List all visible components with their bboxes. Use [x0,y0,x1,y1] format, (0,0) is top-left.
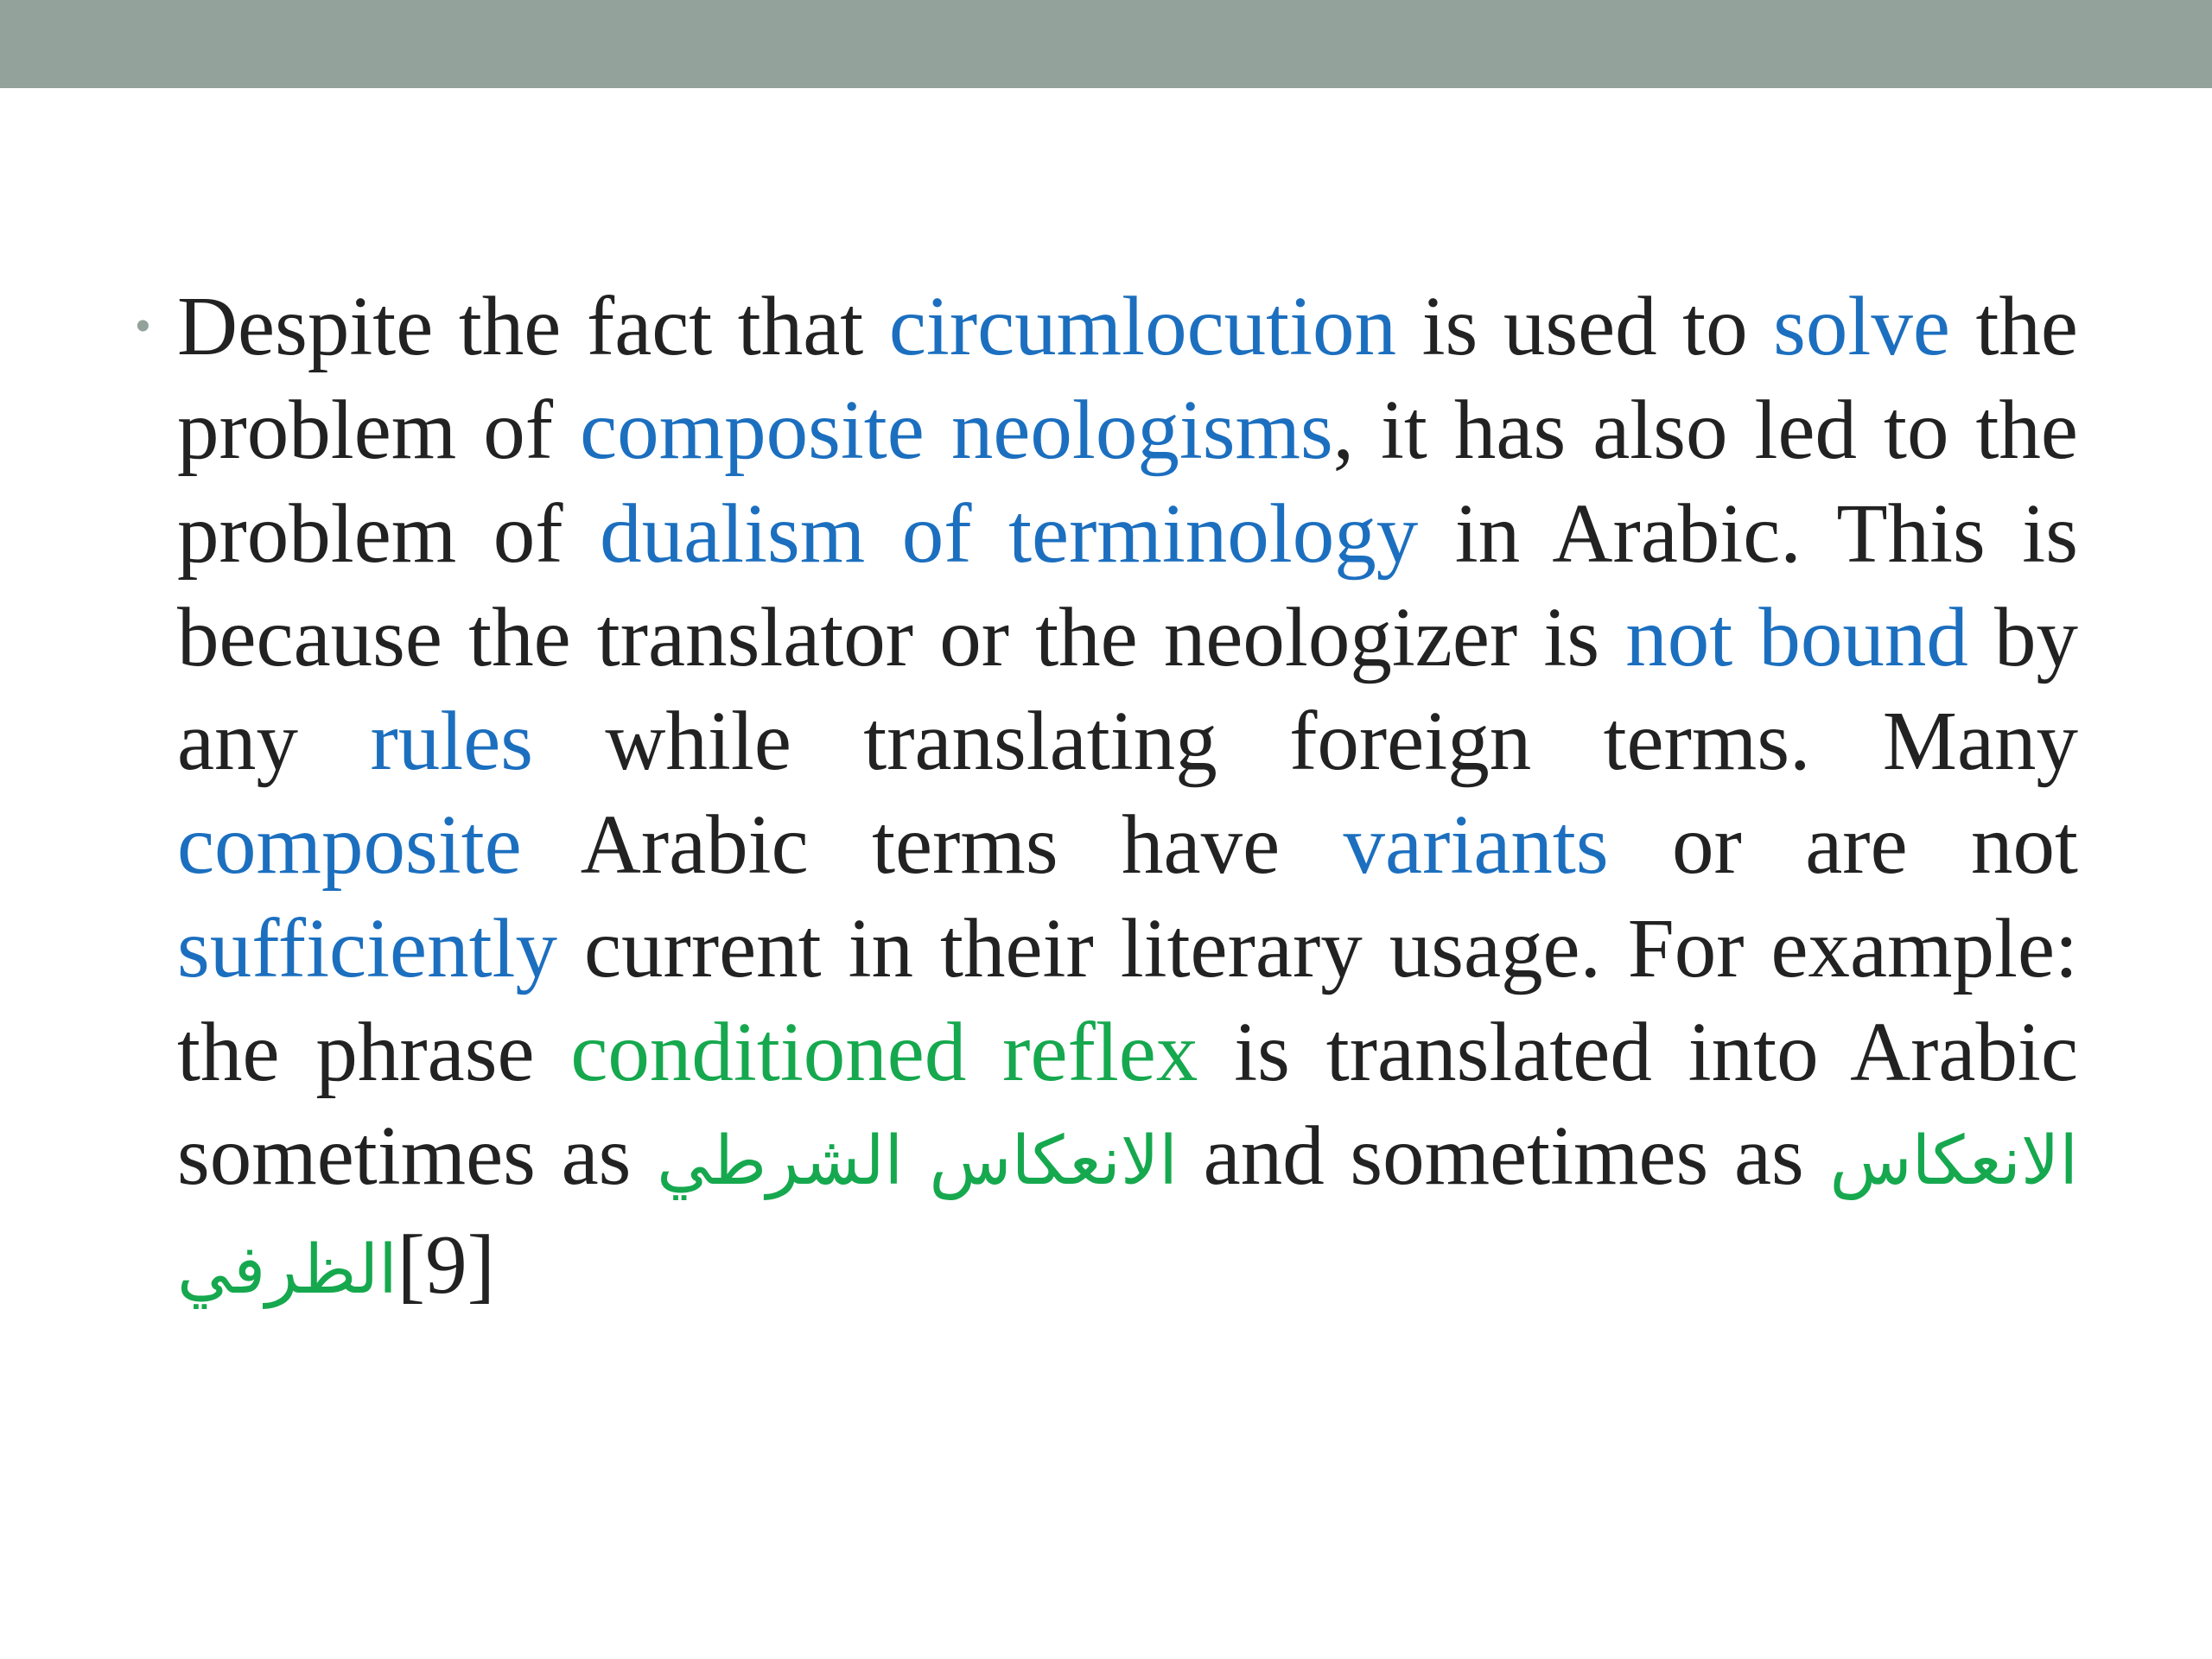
text-segment: is used to [1396,280,1774,372]
citation: [9] [397,1218,495,1311]
text-segment: or are not [1608,798,2078,891]
bullet-dot-icon: • [136,303,150,349]
text-segment: by any [177,591,2078,787]
text-segment: Arabic terms have [521,798,1344,891]
highlight-sufficiently: sufficiently [177,902,558,995]
text-segment: and sometimes as [1177,1109,1830,1202]
text-segment: , it has also led to the problem of [177,384,2078,580]
highlight-composite: composite [177,798,522,891]
highlight-conditioned-reflex: conditioned reflex [570,1006,1198,1098]
highlight-composite-neologisms: composite neologisms [580,384,1333,476]
text-segment: current in their literary usage. For example: the phrase [177,902,2078,1098]
arabic-term-conditional: الانعكاس الشرطي [657,1122,1178,1200]
bullet-paragraph [177,275,2078,1322]
highlight-variants: variants [1343,798,1609,891]
header-bar [0,0,2212,88]
text-segment: in Arabic. This is because the translator or the neologizer is [177,487,2079,683]
highlight-not-bound: not bound [1625,591,1968,683]
text-segment: while translating foreign terms. Many [533,695,2078,787]
text-segment: is translated into Arabic sometimes as [177,1006,2078,1202]
text-segment: the problem of [177,280,2078,476]
highlight-rules: rules [370,695,533,787]
highlight-circumlocution: circumlocution [888,280,1397,372]
highlight-solve: solve [1773,280,1950,372]
text-segment: Despite the fact that [177,280,889,372]
bullet-list [136,275,2079,1322]
highlight-dualism-of-terminology: dualism of terminology [600,487,1419,580]
arabic-term-circumstantial: الانعكاس الظرفي [177,1122,2078,1309]
